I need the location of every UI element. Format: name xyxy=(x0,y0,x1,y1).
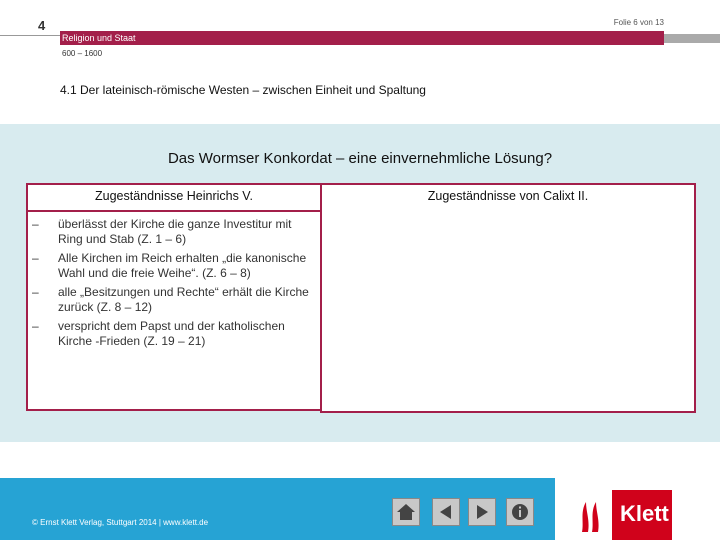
left-column-header: Zugeständnisse Heinrichs V. xyxy=(95,189,253,203)
column-divider xyxy=(28,210,320,212)
klett-logo-text: Klett xyxy=(620,501,669,526)
info-icon xyxy=(511,503,529,521)
chapter-number: 4 xyxy=(38,18,46,33)
slide-counter: Folie 6 von 13 xyxy=(613,18,664,27)
klett-emblem-icon xyxy=(576,496,606,536)
list-item: – überlässt der Kirche die ganze Investitur mit Ring und Stab (Z. 1 – 6) xyxy=(32,217,316,247)
info-button[interactable] xyxy=(506,498,534,526)
list-item: – alle „Besitzungen und Rechte“ erhält die Kirche zurück (Z. 8 – 12) xyxy=(32,285,316,315)
page-title: Das Wormser Konkordat – eine einvernehmliche Lösung? xyxy=(167,150,553,167)
section-band-end xyxy=(664,34,720,43)
list-item: – verspricht dem Papst und der katholischen Kirche -Frieden (Z. 19 – 21) xyxy=(32,319,316,349)
previous-button[interactable] xyxy=(432,498,460,526)
footer-separator xyxy=(555,478,565,540)
next-button[interactable] xyxy=(468,498,496,526)
period-label: 600 – 1600 xyxy=(62,49,103,58)
section-band xyxy=(60,31,664,45)
arrow-right-icon xyxy=(473,503,491,521)
right-column-box[interactable] xyxy=(320,183,696,413)
list-item: – Alle Kirchen im Reich erhalten „die kanonische Wahl und die freie Weihe“. (Z. 6 – 8) xyxy=(32,251,316,281)
section-title: Religion und Staat xyxy=(62,33,136,43)
header-rule xyxy=(0,35,60,36)
home-icon xyxy=(396,503,416,521)
topic-heading: 4.1 Der lateinisch-römische Westen – zwischen Einheit und Spaltung xyxy=(60,83,426,97)
home-button[interactable] xyxy=(392,498,420,526)
concessions-list xyxy=(32,217,316,353)
arrow-left-icon xyxy=(437,503,455,521)
right-column-header: Zugeständnisse von Calixt II. xyxy=(427,189,589,203)
copyright-text: © Ernst Klett Verlag, Stuttgart 2014 | www.klett.de xyxy=(32,518,209,527)
